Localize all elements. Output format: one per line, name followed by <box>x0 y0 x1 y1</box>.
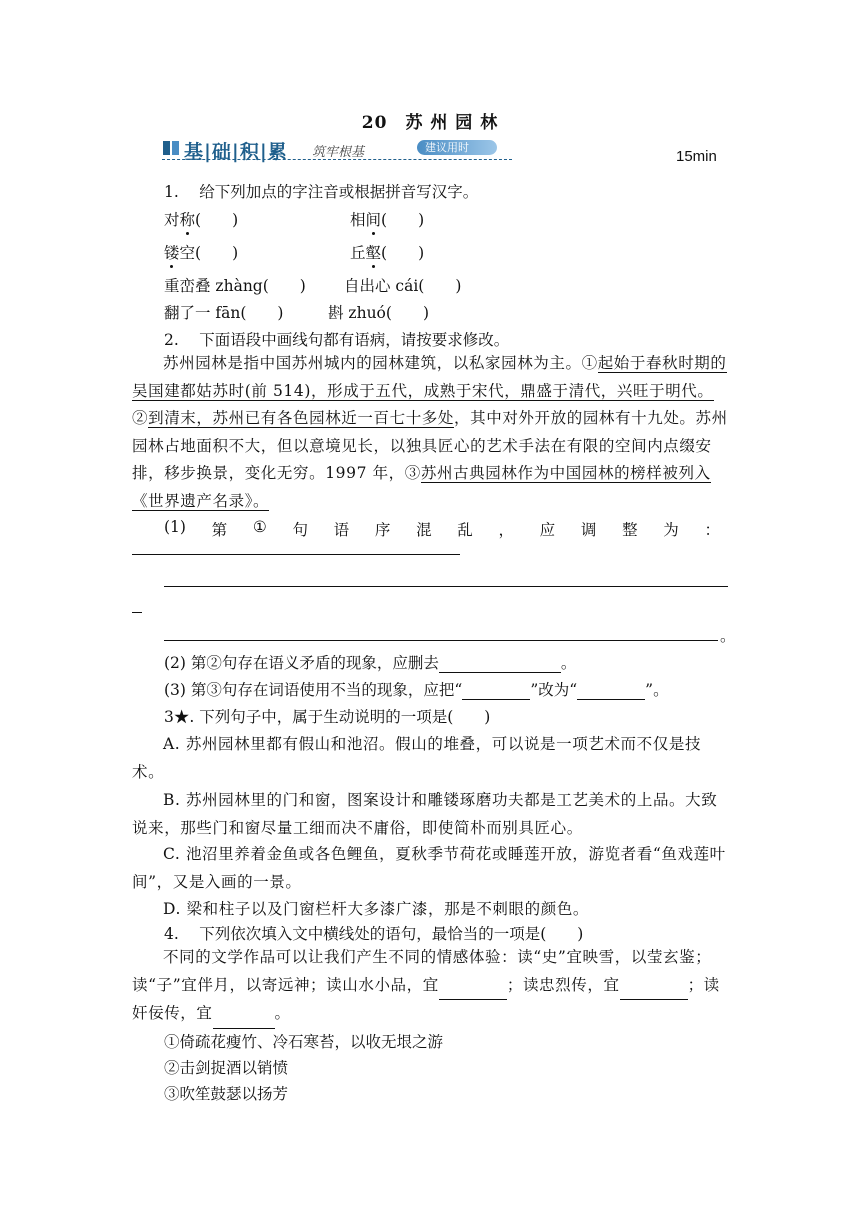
q1-item-7: 翻了一 fān( ) <box>164 304 284 322</box>
answer-line-4[interactable] <box>164 640 718 641</box>
q2-sub3: (3) 第③句存在词语使用不当的现象，应把“ ”改为“ ”。 <box>164 681 669 699</box>
q4-choice-1: ①倚疏花瘦竹、冷石寒苔，以收无垠之游 <box>164 1033 444 1051</box>
q1-item-8: 斟 zhuó( ) <box>328 304 429 322</box>
q1-stem: 1. 给下列加点的字注音或根据拼音写汉字。 <box>164 183 479 201</box>
answer-line-3[interactable] <box>132 612 142 613</box>
section-name: 基|础|积|累 <box>184 141 288 163</box>
q1-item-1: 对称( ) <box>164 208 238 230</box>
q4-choice-2: ②击剑捉酒以销愤 <box>164 1059 289 1077</box>
q4-stem: 4. 下列依次填入文中横线处的语句，最恰当的一项是( ) <box>164 925 584 943</box>
blank[interactable] <box>213 1000 275 1029</box>
q1-item-5: 重峦叠 zhàng( ) <box>164 277 306 295</box>
q1-item-4: 丘壑( ) <box>350 241 424 263</box>
q3-option-d: D. 梁和柱子以及门窗栏杆大多漆广漆，那是不刺眼的颜色。 <box>163 900 590 918</box>
q4-passage: 不同的文学作品可以让我们产生不同的情感体验：读“史”宜映雪，以莹玄鉴；读“子”宜伴月，以寄远神；读山水小品，宜 ；读忠烈传，宜 ；读奸佞传，宜 。 <box>132 944 728 1029</box>
q2-sub1-end: 。 <box>720 627 736 645</box>
blank[interactable] <box>620 972 688 1001</box>
q1-item-2: 相间( ) <box>350 208 424 230</box>
time-label: 建议用时 <box>417 140 497 155</box>
blank[interactable] <box>462 681 530 700</box>
answer-line-1[interactable] <box>132 554 460 555</box>
q3-option-b: B. 苏州园林里的门和窗，图案设计和雕镂琢磨功夫都是工艺美术的上品。大致说来，那些门和窗尽量工细而决不庸俗，即使简朴而别具匠心。 <box>132 791 718 837</box>
q3-option-a: A. 苏州园林里都有假山和池沼。假山的堆叠，可以说是一项艺术而不仅是技术。 <box>132 735 702 781</box>
q3-option-c: C. 池沼里养着金鱼或各色鲤鱼，夏秋季节荷花或睡莲开放，游览者看“鱼戏莲叶间”，又是入画的一景。 <box>132 845 726 891</box>
q1-item-3: 镂空( ) <box>164 241 238 263</box>
section-subtitle: 筑牢根基 <box>312 145 365 160</box>
q2-stem: 2. 下面语段中画线句都有语病，请按要求修改。 <box>164 331 510 349</box>
blank[interactable] <box>439 972 507 1001</box>
q2-sub1: (1) 第 ① 句 语 序 混 乱 ， 应 调 整 为 ： <box>164 518 720 539</box>
q2-sub2: (2) 第②句存在语义矛盾的现象，应删去 。 <box>164 654 577 672</box>
q4-choice-3: ③吹笙鼓瑟以扬芳 <box>164 1085 289 1103</box>
answer-line-2[interactable] <box>164 586 728 587</box>
blank[interactable] <box>439 654 561 673</box>
q3-stem: 3★. 下列句子中，属于生动说明的一项是( ) <box>164 708 491 726</box>
divider <box>162 159 512 161</box>
blank[interactable] <box>577 681 645 700</box>
section-banner <box>162 137 512 161</box>
q1-item-6: 自出心 cái( ) <box>344 277 462 295</box>
lesson-title: 20 苏 州 园 林 <box>361 113 499 133</box>
suggested-time: 15min <box>676 148 717 165</box>
book-icon <box>162 139 180 157</box>
q2-passage: 苏州园林是指中国苏州城内的园林建筑，以私家园林为主。①起始于春秋时期的吴国建都姑苏时(前 514)，形成于五代，成熟于宋代，鼎盛于清代，兴旺于明代。②到清末，苏州已有各色园林近一百七十多处，其中对外开放的园林有十九处。苏州园林占地面积不大，但以意境见长，以独具匠心的艺术手法在有限的空间内点缀安排，移步换景，变化无穷。1997 年，③苏州古典园林作为中国园林的榜样被列入《世界遗产名录》。 <box>132 354 728 510</box>
